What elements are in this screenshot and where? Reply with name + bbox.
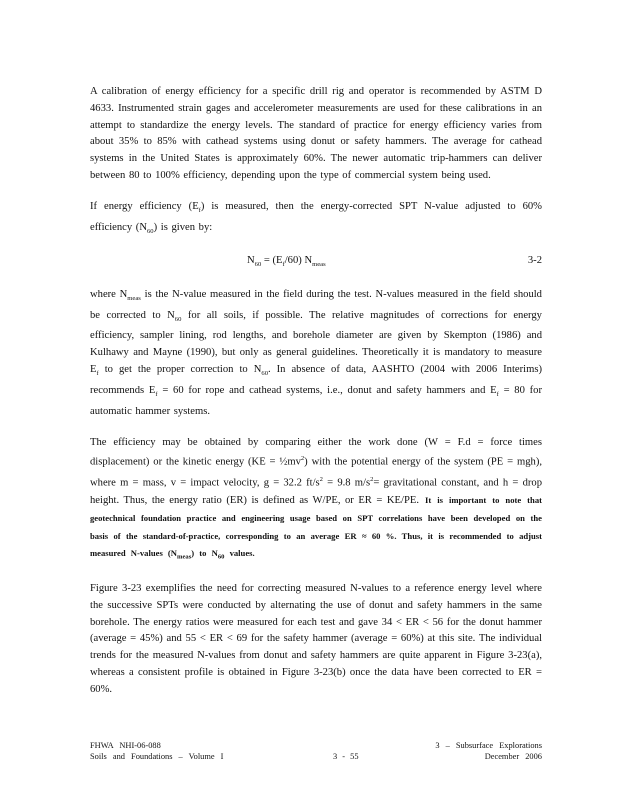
equation-3-2 xyxy=(90,255,542,272)
paragraph-n-value-corrections: where $N_{meas}$ is the N-value measured in the field during the test. N-values measured in the field should be corrected to $N_{60}$ for all soils, if possible. The relative magnitudes of corrections for energy efficiency, sampler lining, rod lengths, and borehole diameter are given by Skempton (1986) and Kulhawy and Mayne (1990), but only as general guidelines. Theoretically it is mandatory to measure $E_f$ to get the proper correction to $N_{60}$. In absence of data, AASHTO (2004 with 2006 Interims) recommends $E_f = 60$ for rope and cathead systems, i.e., donut and safety hammers and $E_f = 80$ for automatic hammer systems. xyxy=(90,288,542,417)
equation-text: $N_{60} = (E_f/60)$ $N_{meas}$ xyxy=(247,254,326,268)
equation-number: 3-2 xyxy=(527,254,542,266)
paragraph-figure-3-23: Figure 3-23 exemplifies the need for correcting measured N-values to a reference energy level where the successive SPTs were conducted by alternating the use of donut and safety hammers in the same borehole. The energy ratios were measured for each test and gave 34 < ER < 56 for the donut hammer (average = 45%) and 55 < ER < 69 for the safety hammer (average = 60%) at this site. The individual trends for the measured N-values from donut and safety hammers are quite apparent in Figure 3-23(a), whereas a consistent profile is obtained in Figure 3-23(b) once the data have been corrected to ER = 60%. xyxy=(90,582,542,695)
paragraph-energy-ratio: The efficiency may be obtained by comparing either the work done (W = F.d = force times displacement) or the kinetic energy $(KE = \frac{1}{2}mv^2)$ with the potential energy of the system (PE = mgh), where m = mass, v = impact velocity, g = 32.2 $ft/s^2 = 9.8$ $m/s^2=$ gravitational constant, and h = drop height. Thus, the energy ratio (ER) is defined as W/PE, or ER = KE/PE. It is important to note that geotechnical foundation practice and engineering usage based on SPT correlations have been developed on the basis of the standard-of-practice, corresponding to an average ER ≈ 60 %. Thus, it is recommended to adjust measured N-values $(N_{meas})$ to $N_{60}$ values. xyxy=(90,436,543,562)
paragraph-energy-calibration: A calibration of energy efficiency for a specific drill rig and operator is recommended by ASTM D 4633. Instrumented strain gages and accelerometer measurements are used for these calibrations in an attempt to standardize the energy levels. The standard of practice for energy efficiency varies from about 35% to 85% with cathead systems using donut or safety hammers. The average for cathead systems in the United States is approximately 60%. The newer automatic trip-hammers can deliver between 80 to 100% efficiency, depending upon the type of commercial system being used. xyxy=(90,86,542,181)
bold-recommendation: It is important to note that geotechnical foundation practice and engineering usage based on SPT correlations have been developed on the basis of the standard-of-practice, corresponding to an average ER ≈ 60 %. Thus, it is recommended to adjust measured N-values $(N_{meas})$ to $N_{60}$ values. xyxy=(90,495,542,562)
paragraph-energy-correction-intro: If energy efficiency $(E_f)$ is measured, then the energy-corrected SPT N-value adjusted to 60% efficiency $(N_{60})$ is given by: xyxy=(90,200,542,235)
footer-date: December 2006 xyxy=(484,752,542,761)
footer-report-number: FHWA NHI-06-088 xyxy=(90,741,161,750)
document-body xyxy=(90,84,542,713)
page-footer xyxy=(90,740,542,762)
footer-manual-title: Soils and Foundations – Volume I xyxy=(90,752,224,761)
footer-chapter: 3 – Subsurface Explorations xyxy=(435,741,542,750)
footer-page-number: 3 - 55 xyxy=(333,752,359,761)
